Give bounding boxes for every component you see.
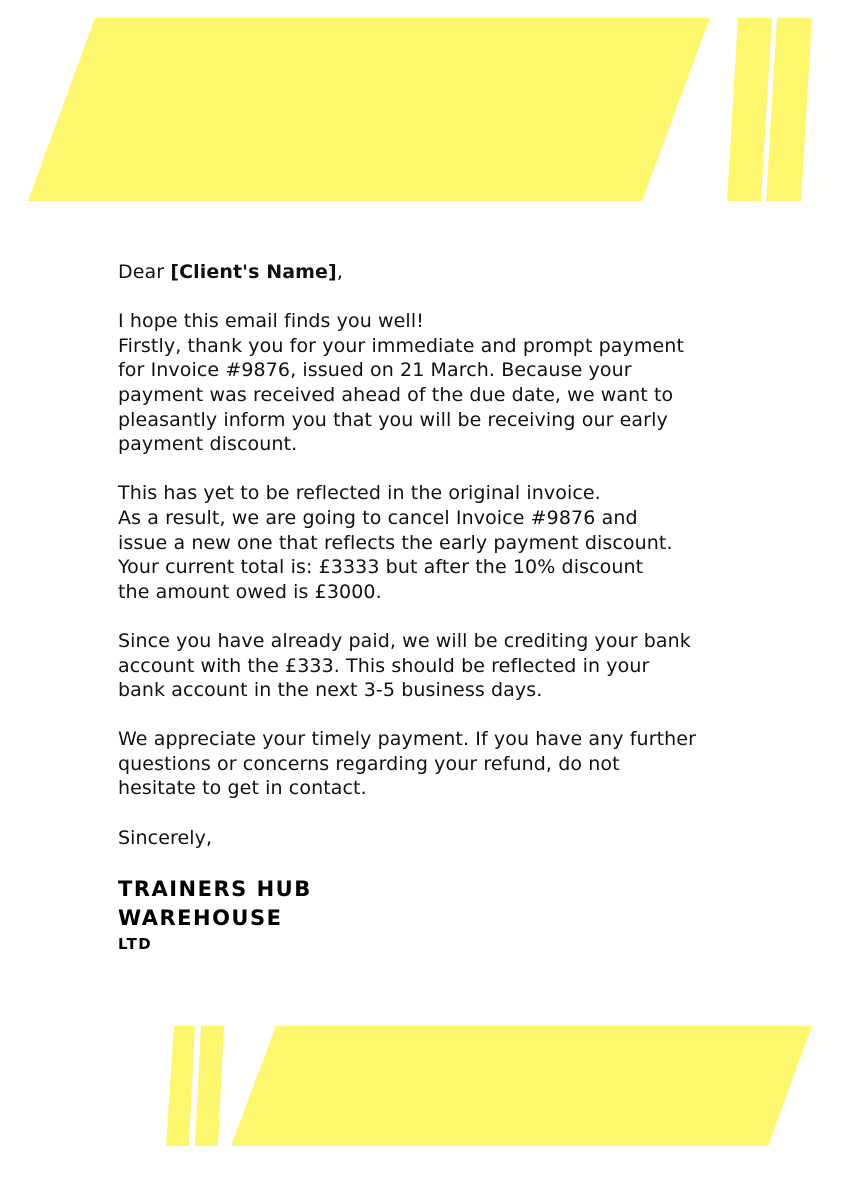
paragraph-line: Firstly, thank you for your immediate and prompt payment — [118, 334, 684, 357]
greeting — [118, 260, 738, 285]
bottom-banner-shape — [231, 1026, 812, 1146]
company-signature — [118, 875, 738, 955]
paragraph-appreciation — [118, 727, 738, 801]
company-name-line2: WAREHOUSE — [118, 905, 283, 930]
top-banner-shape — [28, 18, 710, 201]
paragraph-thanks — [118, 309, 738, 457]
client-name: [Client's Name] — [170, 261, 337, 283]
top-stripe-left — [727, 18, 772, 201]
paragraph-line: for Invoice #9876, issued on 21 March. Because your — [118, 359, 632, 382]
paragraph-line: issue a new one that reflects the early payment discount. — [118, 531, 673, 554]
paragraph-line: Your current total is: £3333 but after the 10% discount — [118, 556, 644, 579]
paragraph-refund — [118, 629, 738, 703]
paragraph-line: account with the £333. This should be reflected in your — [118, 654, 650, 677]
company-name-suffix: LTD — [118, 934, 153, 953]
paragraph-line: hesitate to get in contact. — [118, 777, 367, 800]
salutation: Dear — [118, 261, 165, 283]
paragraph-line: payment was received ahead of the due date, we want to — [118, 383, 674, 406]
bottom-stripe-left — [166, 1026, 195, 1146]
paragraph-line: payment discount. — [118, 433, 298, 456]
closing: Sincerely, — [118, 826, 213, 849]
paragraph-line: questions or concerns regarding your refund, do not — [118, 752, 620, 775]
paragraph-line: the amount owed is £3000. — [118, 580, 382, 603]
company-name-line1: TRAINERS HUB — [118, 876, 312, 901]
letter-body — [118, 260, 738, 955]
paragraph-line: bank account in the next 3-5 business days. — [118, 679, 543, 702]
top-stripe-right — [766, 18, 812, 201]
paragraph-line: Since you have already paid, we will be crediting your bank — [118, 629, 691, 652]
paragraph-line: As a result, we are going to cancel Invoice #9876 and — [118, 506, 638, 529]
bottom-stripe-right — [195, 1026, 224, 1146]
paragraph-invoice — [118, 481, 738, 604]
paragraph-line: pleasantly inform you that you will be receiving our early — [118, 408, 668, 431]
paragraph-line: I hope this email finds you well! — [118, 310, 424, 333]
salutation-comma: , — [336, 261, 343, 283]
paragraph-line: This has yet to be reflected in the original invoice. — [118, 482, 601, 505]
paragraph-line: We appreciate your timely payment. If you have any further — [118, 728, 697, 751]
